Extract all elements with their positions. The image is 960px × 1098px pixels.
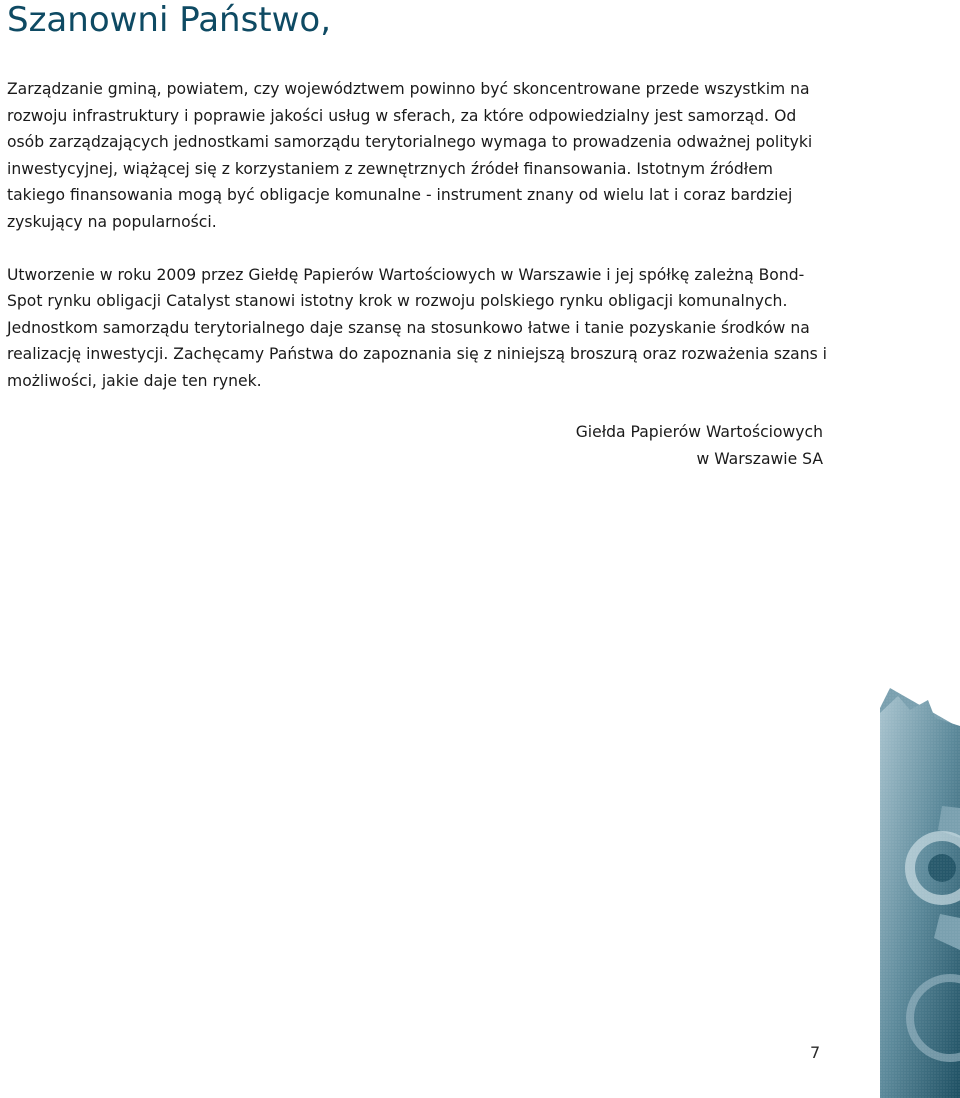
signature-line-2: w Warszawie SA	[696, 449, 823, 468]
letter-body	[7, 76, 829, 395]
paragraph-2: Utworzenie w roku 2009 przez Giełdę Papierów Wartościowych w Warszawie i jej spółkę zależną Bond-Spot rynku obligacji Catalyst stanowi istotny krok w rozwoju polskiego rynku obligacji komunalnych. Jednostkom samorządu terytorialnego daje szansę na stosunkowo łatwe i tanie pozyskanie środków na realizację inwestycji. Zachęcamy Państwa do zapoznania się z niniejszą broszurą oraz rozważenia szans i możliwości, jakie daje ten rynek.	[7, 265, 828, 390]
signature	[576, 419, 823, 472]
gear-icon	[880, 688, 960, 1098]
page-title: Szanowni Państwo,	[7, 0, 332, 40]
page-number: 7	[810, 1043, 821, 1062]
signature-line-1: Giełda Papierów Wartościowych	[575, 423, 823, 441]
paragraph-1: Zarządzanie gminą, powiatem, czy województwem powinno być skoncentrowane przede wszystkim na rozwoju infrastruktury i poprawie jakości usług w sferach, za które odpowiedzialny jest samorząd. Od osób zarządzających jednostkami samorządu terytorialnego wymaga to prowadzenia odważnej polityki inwestycyjnej, wiążącej się z korzystaniem z zewnętrznych źródeł finansowania. Istotnym źródłem takiego finansowania mogą być obligacje komunalne - instrument znany od wielu lat i coraz bardziej zyskujący na popularności.	[7, 80, 813, 231]
